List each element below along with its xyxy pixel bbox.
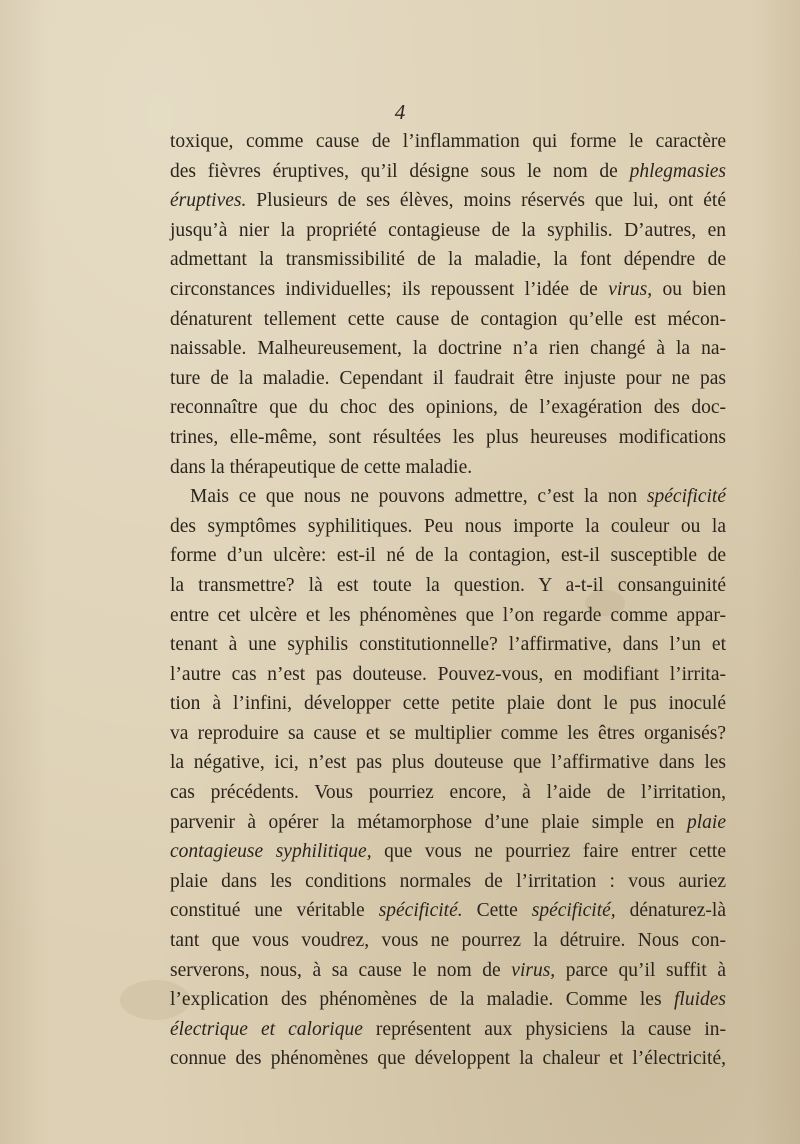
text-line	[170, 216, 726, 246]
text-line	[170, 956, 726, 986]
text-line	[170, 157, 726, 187]
text-segment: parvenir à opérer la métamorphose d’une plaie simple en	[170, 811, 687, 833]
text-segment: la transmettre? là est toute la question. Y a-t-il consanguinité	[170, 574, 726, 596]
text-segment: des symptômes syphilitiques. Peu nous importe la couleur ou la	[170, 515, 726, 537]
text-line	[170, 364, 726, 394]
text-segment: parce qu’il suffit à	[555, 959, 726, 981]
italic-text: spécificité,	[531, 900, 616, 922]
text-segment: l’explication des phénomènes de la maladie. Comme les	[170, 989, 674, 1011]
text-line	[170, 275, 726, 305]
text-line	[170, 541, 726, 571]
text-line	[170, 1044, 726, 1074]
body-text	[170, 127, 726, 1074]
text-segment: dénaturent tellement cette cause de contagion qu’elle est mécon-	[170, 308, 726, 330]
page-number: 4	[394, 100, 406, 124]
text-line	[170, 808, 726, 838]
text-segment: dénaturez-là	[615, 900, 726, 922]
text-segment: constitué une véritable	[170, 900, 379, 922]
text-line	[170, 127, 726, 157]
text-segment: Mais ce que nous ne pouvons admettre, c’est la non	[190, 486, 647, 508]
text-segment: admettant la transmissibilité de la maladie, la font dépendre de	[170, 249, 726, 271]
text-segment: tenant à une syphilis constitutionnelle? l’affirmative, dans l’un et	[170, 634, 726, 656]
text-segment: serverons, nous, à sa cause le nom de	[170, 959, 512, 981]
text-segment: ou bien	[652, 278, 726, 300]
italic-text: éruptives.	[170, 190, 247, 212]
text-line	[170, 453, 726, 483]
italic-text: spécificité	[646, 486, 726, 508]
italic-text: fluides	[674, 989, 726, 1011]
text-segment: ture de la maladie. Cependant il faudrait être injuste pour ne pas	[170, 367, 726, 389]
text-line	[170, 186, 726, 216]
text-segment: entre cet ulcère et les phénomènes que l’on regarde comme appar-	[170, 604, 726, 626]
text-segment: tion à l’infini, développer cette petite plaie dont le pus inoculé	[170, 693, 726, 715]
text-line	[170, 778, 726, 808]
text-segment: plaie dans les conditions normales de l’irritation : vous auriez	[170, 870, 726, 892]
text-line	[170, 571, 726, 601]
text-segment: va reproduire sa cause et se multiplier comme les êtres organisés?	[170, 722, 726, 744]
text-line	[170, 630, 726, 660]
text-line	[170, 601, 726, 631]
text-line	[170, 334, 726, 364]
text-line	[170, 1015, 726, 1045]
text-segment: cas précédents. Vous pourriez encore, à l’aide de l’irritation,	[170, 782, 726, 804]
italic-text: virus,	[608, 278, 653, 300]
text-segment: reconnaître que du choc des opinions, de l’exagération des doc-	[170, 397, 726, 419]
text-line	[170, 482, 726, 512]
italic-text: phlegmasies	[629, 160, 726, 182]
text-segment: des fièvres éruptives, qu’il désigne sous le nom de	[170, 160, 630, 182]
text-line	[170, 305, 726, 335]
text-segment: naissable. Malheureusement, la doctrine n’a rien changé à la na-	[170, 338, 726, 360]
text-line	[170, 512, 726, 542]
text-line	[170, 985, 726, 1015]
text-line	[170, 393, 726, 423]
text-segment: Plusieurs de ses élèves, moins réservés que lui, ont été	[246, 190, 726, 212]
italic-text: virus,	[511, 959, 556, 981]
italic-text: spécificité.	[378, 900, 463, 922]
text-segment: l’autre cas n’est pas douteuse. Pouvez-vous, en modifiant l’irrita-	[170, 663, 726, 685]
text-line	[170, 660, 726, 690]
text-line	[170, 423, 726, 453]
text-line	[170, 896, 726, 926]
text-segment: forme d’un ulcère: est-il né de la contagion, est-il susceptible de	[170, 545, 726, 567]
italic-text: plaie	[687, 811, 726, 833]
text-segment: dans la thérapeutique de cette maladie.	[170, 456, 473, 478]
text-line	[170, 748, 726, 778]
text-segment: tant que vous voudrez, vous ne pourrez la détruire. Nous con-	[170, 930, 726, 952]
text-line	[170, 926, 726, 956]
italic-text: électrique et calorique	[170, 1018, 363, 1040]
text-line	[170, 719, 726, 749]
text-segment: circonstances individuelles; ils repoussent l’idée de	[170, 278, 609, 300]
text-line	[170, 837, 726, 867]
text-line	[170, 245, 726, 275]
text-segment: Cette	[462, 900, 532, 922]
text-segment: trines, elle-même, sont résultées les plus heureuses modifications	[170, 426, 726, 448]
text-line	[170, 867, 726, 897]
text-segment: la négative, ici, n’est pas plus douteuse que l’affirmative dans les	[170, 752, 726, 774]
text-segment: toxique, comme cause de l’inflammation qui forme le caractère	[170, 131, 726, 152]
text-line	[170, 689, 726, 719]
italic-text: contagieuse syphilitique,	[170, 841, 372, 863]
text-segment: que vous ne pourriez faire entrer cette	[371, 841, 726, 863]
text-segment: connue des phénomènes que développent la chaleur et l’électricité,	[170, 1048, 726, 1070]
text-segment: jusqu’à nier la propriété contagieuse de la syphilis. D’autres, en	[170, 219, 726, 241]
text-segment: représentent aux physiciens la cause in-	[362, 1018, 726, 1040]
